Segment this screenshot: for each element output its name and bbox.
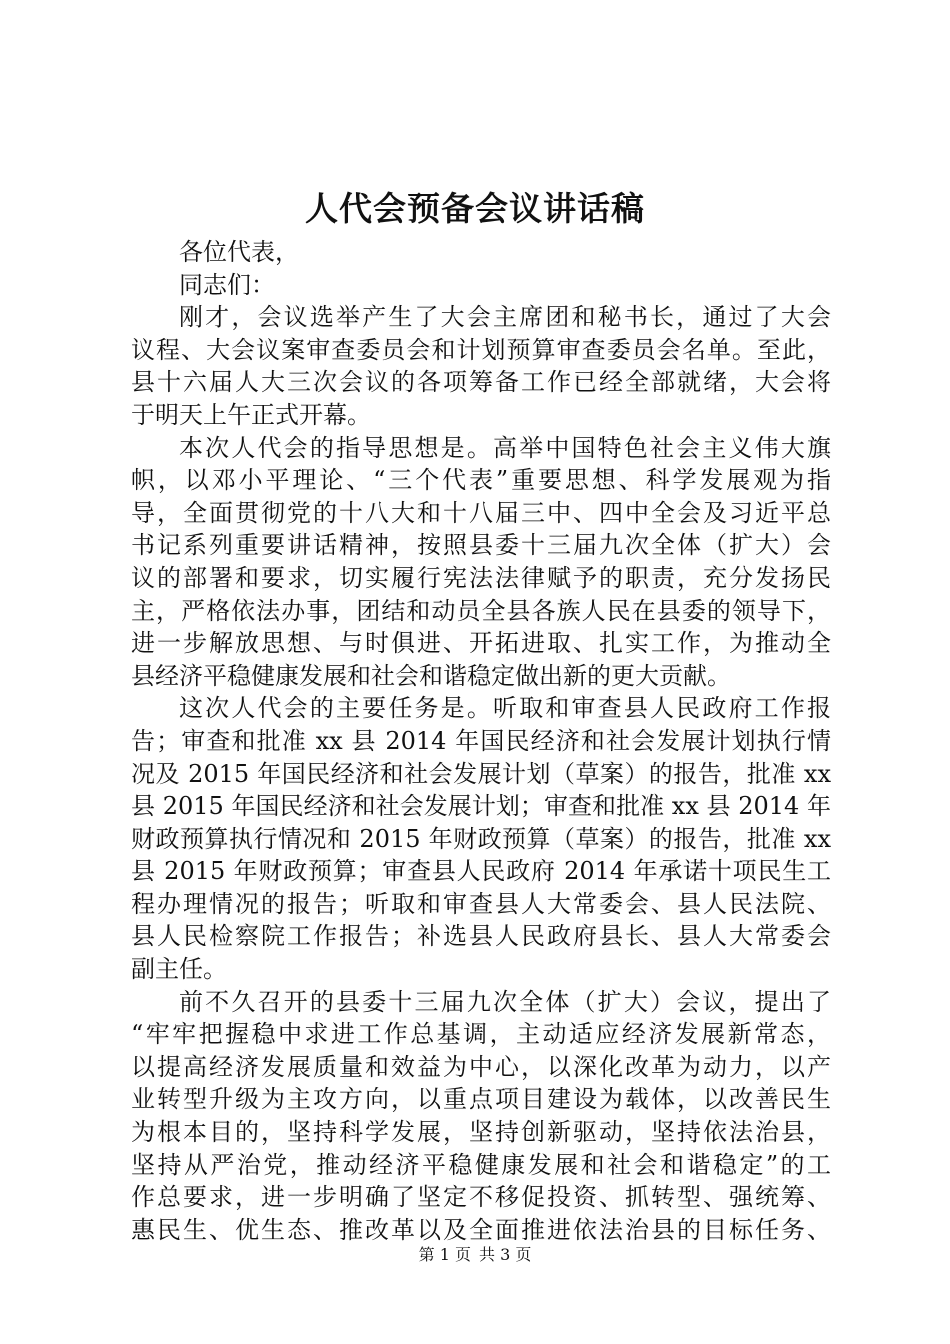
text-line: 书记系列重要讲话精神，按照县委十三届九次全体（扩大）会 xyxy=(131,531,831,560)
text-line: 主，严格依法办事，团结和动员全县各族人民在县委的领导下， xyxy=(131,596,831,625)
text-line: 议的部署和要求，切实履行宪法法律赋予的职责，充分发扬民 xyxy=(131,563,831,592)
text-line: 于明天上午正式开幕。 xyxy=(131,400,371,429)
text-line: 县经济平稳健康发展和社会和谐稳定做出新的更大贡献。 xyxy=(131,661,731,690)
text-line: 业转型升级为主攻方向，以重点项目建设为载体，以改善民生 xyxy=(131,1085,831,1114)
page-total: 共 3 页 xyxy=(479,1245,532,1264)
text-line: 告；审查和批准 xx 县 2014 年国民经济和社会发展计划执行情 xyxy=(131,726,831,755)
text-line: 导，全面贯彻党的十八大和十八届三中、四中全会及习近平总 xyxy=(131,498,831,527)
text-line: 作总要求，进一步明确了坚定不移促投资、抓转型、强统筹、 xyxy=(131,1183,831,1212)
text-line: 以提高经济发展质量和效益为中心，以深化改革为动力，以产 xyxy=(131,1052,831,1081)
text-line: 况及 2015 年国民经济和社会发展计划（草案）的报告，批准 xx xyxy=(131,759,831,788)
text-line: 这次人代会的主要任务是。听取和审查县人民政府工作报 xyxy=(179,694,831,723)
text-line: 坚持从严治党，推动经济平稳健康发展和社会和谐稳定”的工 xyxy=(131,1150,831,1179)
text-line: 前不久召开的县委十三届九次全体（扩大）会议，提出了 xyxy=(179,987,831,1016)
text-line: 县十六届人大三次会议的各项筹备工作已经全部就绪，大会将 xyxy=(131,368,831,397)
text-line: 财政预算执行情况和 2015 年财政预算（草案）的报告，批准 xx xyxy=(131,824,831,853)
text-line: 各位代表， xyxy=(179,238,299,266)
text-line: 县 2015 年财政预算；审查县人民政府 2014 年承诺十项民生工 xyxy=(131,857,831,886)
text-line: 本次人代会的指导思想是。高举中国特色社会主义伟大旗 xyxy=(179,433,831,462)
text-line: 副主任。 xyxy=(131,955,227,984)
text-line: 帜，以邓小平理论、“三个代表”重要思想、科学发展观为指 xyxy=(131,466,831,495)
page-number: 第 1 页 xyxy=(418,1245,471,1264)
page-footer xyxy=(0,1244,950,1266)
text-line: 刚才，会议选举产生了大会主席团和秘书长，通过了大会 xyxy=(179,303,831,332)
text-line: 为根本目的，坚持科学发展，坚持创新驱动，坚持依法治县， xyxy=(131,1118,831,1147)
text-line: “牢牢把握稳中求进工作总基调，主动适应经济发展新常态， xyxy=(131,1020,831,1049)
text-line: 议程、大会议案审查委员会和计划预算审查委员会名单。至此， xyxy=(131,335,831,364)
text-line: 惠民生、优生态、推改革以及全面推进依法治县的目标任务、 xyxy=(131,1215,831,1244)
text-line: 进一步解放思想、与时俱进、开拓进取、扎实工作，为推动全 xyxy=(131,629,831,658)
text-line: 县 2015 年国民经济和社会发展计划；审查和批准 xx 县 2014 年 xyxy=(131,792,831,821)
document-title: 人代会预备会议讲话稿 xyxy=(305,189,645,228)
text-line: 程办理情况的报告；听取和审查县人大常委会、县人民法院、 xyxy=(131,889,831,918)
text-line: 同志们： xyxy=(179,270,275,299)
document-body xyxy=(131,236,831,1246)
text-line: 县人民检察院工作报告；补选县人民政府县长、县人大常委会 xyxy=(131,922,831,951)
